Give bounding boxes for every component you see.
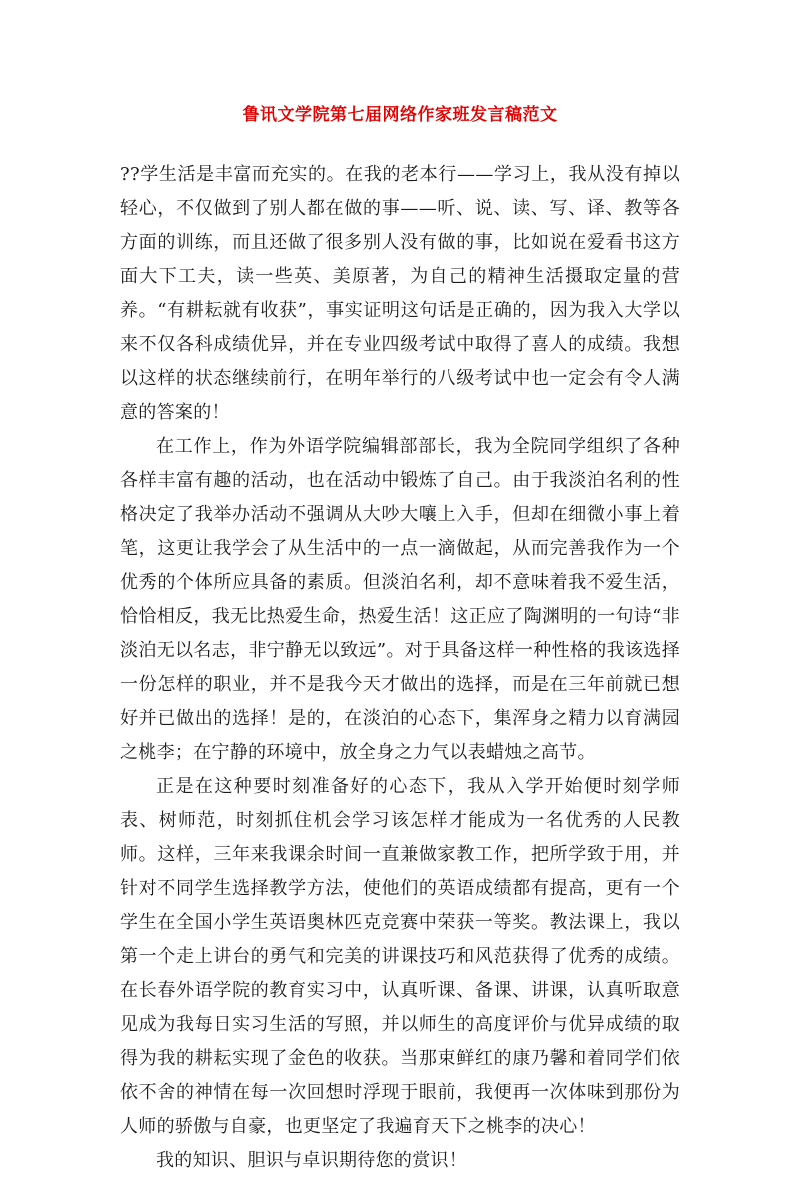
paragraph-3: 正是在这种要时刻准备好的心态下，我从入学开始便时刻学师表、树师范，时刻抓住机会学习该怎样才能成为一名优秀的人民教师。这样，三年来我课余时间一直兼做家教工作，把所学致于用，并针对不同学生选择教学方法，使他们的英语成绩都有提高，更有一个学生在全国小学生英语奥林匹克竞赛中荣获一等奖。教法课上，我以第一个走上讲台的勇气和完美的讲课技巧和风范获得了优秀的成绩。在长春外语学院的教育实习中，认真听课、备课、讲课，认真听取意见成为我每日实习生活的写照，并以师生的高度评价与优异成绩的取得为我的耕耘实现了金色的收获。当那束鲜红的康乃馨和着同学们依依不舍的神情在每一次回想时浮现于眼前，我便再一次体味到那份为人师的骄傲与自豪，也更坚定了我遍育天下之桃李的决心！ xyxy=(120,776,680,1137)
paragraph-2: 在工作上，作为外语学院编辑部部长，我为全院同学组织了各种各样丰富有趣的活动，也在活动中锻炼了自己。由于我淡泊名利的性格决定了我举办活动不强调从大吵大嚷上入手，但却在细微小事上着笔，这更让我学会了从生活中的一点一滴做起，从而完善我作为一个优秀的个体所应具备的素质。但淡泊名利，却不意味着我不爱生活，恰恰相反，我无比热爱生命，热爱生活！这正应了陶渊明的一句诗“非淡泊无以名志，非宁静无以致远”。对于具备这样一种性格的我该选择一份怎样的职业，并不是我今天才做出的选择，而是在三年前就已想好并已做出的选择！是的，在淡泊的心态下，集浑身之精力以育满园之桃李；在宁静的环境中，放全身之力气以表蜡烛之高节。 xyxy=(120,436,680,763)
document-body xyxy=(120,158,680,1178)
paragraph-1: ??学生活是丰富而充实的。在我的老本行——学习上，我从没有掉以轻心，不仅做到了别人都在做的事——听、说、读、写、译、教等各方面的训练，而且还做了很多别人没有做的事，比如说在爱看书这方面大下工夫，读一些英、美原著，为自己的精神生活摄取定量的营养。“有耕耘就有收获”，事实证明这句话是正确的，因为我入大学以来不仅各科成绩优异，并在专业四级考试中取得了喜人的成绩。我想以这样的状态继续前行，在明年举行的八级考试中也一定会有令人满意的答案的！ xyxy=(120,164,680,423)
document-title: 鲁讯文学院第七届网络作家班发言稿范文 xyxy=(242,105,558,125)
paragraph-4: 我的知识、胆识与卓识期待您的赏识！ xyxy=(156,1150,468,1171)
